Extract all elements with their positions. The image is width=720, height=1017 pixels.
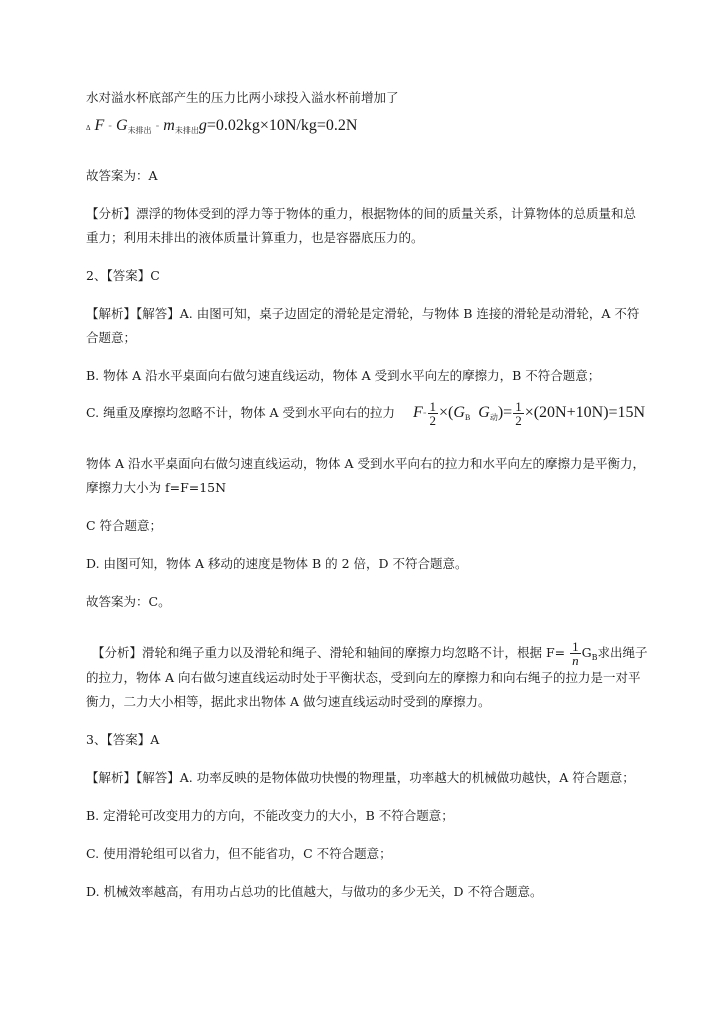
q3-option-d: D. 机械效率越高，有用功占总功的比值越大，与做功的多少无关，D 不符合题意。 (86, 884, 543, 899)
analysis-2-text-a: 【分析】滑轮和绳子重力以及滑轮和绳子、滑轮和轴间的摩擦力均忽略不计，根据 F= (92, 645, 566, 660)
q2-option-c-text: C. 绳重及摩擦均忽略不计，物体 A 受到水平向右的拉力 (86, 405, 396, 421)
question-2-heading: 2、【答案】C (86, 268, 160, 283)
q3-option-b: B. 定滑轮可改变用力的方向，不能改变力的大小，B 不符合题意； (86, 808, 454, 823)
equals-mark: ⁼ (422, 411, 427, 420)
fraction-one-over-n (570, 640, 581, 667)
q2-option-d: D. 由图可知，物体 A 移动的速度是物体 B 的 2 倍，D 不符合题意。 (86, 556, 468, 571)
denominator: n (572, 653, 579, 668)
fraction-one-half (428, 400, 439, 427)
analysis-2-line-2: 的拉力，物体 A 向右做匀速直线运动时处于平衡状态，受到向左的摩擦力和向右绳子的拉力是一对平 (86, 670, 641, 685)
q2-solution-line-1: 【解析】【解答】A. 由图可知，桌子边固定的滑轮是定滑轮，与物体 B 连接的滑轮是动滑轮，A 不符 (86, 306, 640, 321)
analysis-2-G: G (581, 645, 592, 660)
tension-formula (413, 399, 646, 428)
analysis-2-subscript: B (591, 653, 598, 662)
var-F: F (413, 404, 423, 422)
fraction-one-half-2 (513, 400, 524, 427)
q2-c-balance-line-2: 摩擦力大小为 f=F=15N (86, 480, 227, 495)
q2-solution-line-2: 合题意； (86, 330, 137, 345)
var-G: G (116, 117, 128, 134)
analysis-2-text-c: 求出绳子 (597, 645, 648, 660)
analysis-1-line-2: 重力；利用未排出的液体质量计算重力，也是容器底压力的。 (86, 230, 424, 245)
answer-line-2: 故答案为：C。 (86, 594, 171, 609)
q2-c-balance-line-1: 物体 A 沿水平桌面向右做匀速直线运动，物体 A 受到水平向右的拉力和水平向左的摩擦力是平衡力， (86, 456, 645, 471)
analysis-1-line-1: 【分析】漂浮的物体受到的浮力等于物体的重力，根据物体的间的质量关系，计算物体的总质量和总 (86, 206, 637, 221)
times-open: ×( (439, 404, 454, 422)
analysis-2-line-1 (92, 640, 648, 667)
numerator: 1 (429, 399, 437, 414)
question-3-heading: 3、【答案】A (86, 732, 160, 747)
tension-result: ×(20N+10N)=15N (524, 404, 646, 422)
answer-line-1: 故答案为：A (86, 168, 158, 183)
var-F: F (94, 117, 105, 134)
subscript-unexpelled: 未排出 (174, 126, 199, 135)
q3-option-c: C. 使用滑轮组可以省力，但不能省功，C 不符合题意； (86, 846, 392, 861)
var-g: g (198, 117, 207, 134)
delta-symbol: Δ (86, 124, 91, 132)
q3-option-a: 【解析】【解答】A. 功率反映的是物体做功快慢的物理量，功率越大的机械做功越快，A 符合题意； (86, 770, 635, 785)
var-m: m (163, 117, 175, 134)
q2-option-b: B. 物体 A 沿水平桌面向右做匀速直线运动，物体 A 受到水平向左的摩擦力，B 不符合题意； (86, 368, 601, 383)
numerator: 1 (572, 639, 579, 654)
analysis-2-line-3: 衡力，二力大小相等，据此求出物体 A 做匀速直线运动时受到的摩擦力。 (86, 694, 491, 709)
numerator: 1 (515, 399, 522, 414)
close-equals: )= (497, 404, 513, 422)
formula-delta-f (86, 118, 357, 139)
paragraph-pressure-increase: 水对溢水杯底部产生的压力比两小球投入溢水杯前增加了 (86, 90, 399, 105)
q2-c-conclusion: C 符合题意； (86, 518, 163, 533)
denominator: 2 (429, 413, 437, 428)
q2-option-c (86, 400, 645, 427)
formula-result: =0.02kg×10N/kg=0.2N (206, 117, 358, 134)
denominator: 2 (515, 413, 522, 428)
var-GB: G (453, 404, 465, 422)
subscript-dong: 动 (489, 413, 498, 423)
subscript-B: B (464, 413, 471, 423)
subscript-unexpelled: 未排出 (127, 126, 152, 135)
var-G-dong: G (478, 404, 490, 422)
equals-mark: ⁼ (108, 124, 112, 132)
equals-mark: ⁼ (155, 124, 160, 132)
